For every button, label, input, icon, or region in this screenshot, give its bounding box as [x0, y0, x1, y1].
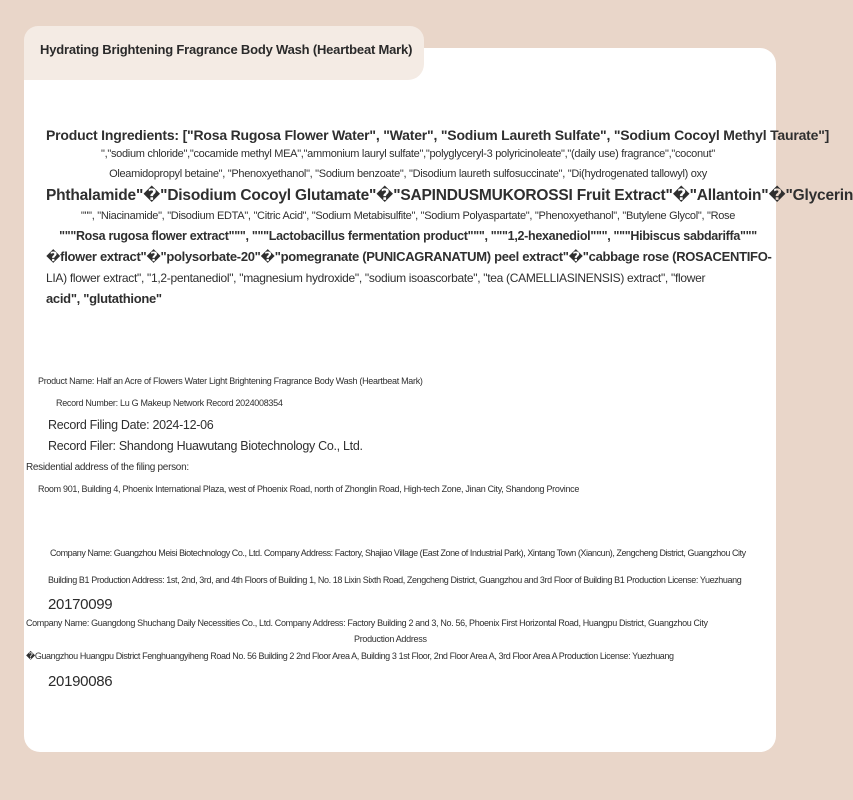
ingredients-block	[46, 126, 853, 306]
ingredients-line: LIA) flower extract", "1,2-pentanediol", "magnesium hydroxide", "sodium isoascorbate", "tea (CAMELLIASINENSIS) extract", "flower	[46, 270, 706, 285]
manufacturer-2-line-1: Company Name: Guangdong Shuchang Daily Necessities Co., Ltd. Company Address: Factory Building 2 and 3, No. 56, Phoenix First Horizontal Road, Huangpu District, Guangzhou City	[26, 618, 708, 628]
manufacturer-1-line-1: Company Name: Guangzhou Meisi Biotechnology Co., Ltd. Company Address: Factory, Shajiao Village (East Zone of Industrial Park), Xintang Town (Xiancun), Zengcheng District, Guangzhou City	[50, 548, 746, 558]
ingredients-line: acid", "glutathione"	[46, 290, 162, 306]
manufacturer-1-line-2: Building B1 Production Address: 1st, 2nd, 3rd, and 4th Floors of Building 1, No. 18 Lixin Sixth Road, Zengcheng District, Guangzhou and 3rd Floor of Building B1 Production License: Yuezhuang	[48, 575, 742, 585]
ingredients-line: Oleamidopropyl betaine", "Phenoxyethanol", "Sodium benzoate", "Disodium laureth sulfosuccinate", "Di(hydrogenated tallowyl) oxy	[109, 168, 707, 181]
ingredients-line: ","sodium chloride","cocamide methyl MEA","ammonium lauryl sulfate","polyglyceryl-3 polyricinoleate","(daily use) fragrance","coconut"	[101, 148, 715, 161]
ingredients-line: �flower extract"�"polysorbate-20"�"pomegranate (PUNICAGRANATUM) peel extract"�"cabbage rose (ROSACENTIFO-	[46, 249, 772, 265]
manufacturer-2-line-2: �Guangzhou Huangpu District Fenghuangyiheng Road No. 56 Building 2 2nd Floor Area A, Building 3 1st Floor, 2nd Floor Area A, 3rd Floor Area A Production License: Yuezhuang	[26, 651, 674, 661]
page-title: Hydrating Brightening Fragrance Body Wash (Heartbeat Mark)	[40, 42, 413, 57]
manufacturer-2-line-1b: Production Address	[354, 634, 427, 644]
manufacturer-1-license: 20170099	[48, 596, 113, 613]
address-label: Residential address of the filing person:	[26, 462, 189, 473]
ingredients-line: Product Ingredients: ["Rosa Rugosa Flower Water", "Water", "Sodium Laureth Sulfate", "Sodium Cocoyl Methyl Taurate"]	[46, 127, 830, 143]
manufacturer-2-license: 20190086	[48, 673, 113, 690]
record-filer: Record Filer: Shandong Huawutang Biotechnology Co., Ltd.	[48, 439, 363, 453]
filer-address: Room 901, Building 4, Phoenix International Plaza, west of Phoenix Road, north of Zhonglin Road, High-tech Zone, Jinan City, Shandong Province	[38, 484, 580, 494]
ingredients-line: """, "Niacinamide", "Disodium EDTA", "Citric Acid", "Sodium Metabisulfite", "Sodium Polyaspartate", "Phenoxyethanol", "Butylene Glycol", "Rose	[80, 209, 736, 222]
product-name: Product Name: Half an Acre of Flowers Water Light Brightening Fragrance Body Wash (Heartbeat Mark)	[38, 376, 423, 386]
record-number: Record Number: Lu G Makeup Network Record 2024008354	[56, 398, 283, 408]
ingredients-line: """Rosa rugosa flower extract""", """Lactobacillus fermentation product""", """1,2-hexanediol""", """Hibiscus sabdariffa"""	[59, 228, 757, 243]
ingredients-line: Phthalamide"�"Disodium Cocoyl Glutamate"�"SAPINDUSMUKOROSSI Fruit Extract"�"Allantoin"�"Glycerin	[46, 186, 853, 204]
record-filing-date: Record Filing Date: 2024-12-06	[48, 418, 214, 432]
